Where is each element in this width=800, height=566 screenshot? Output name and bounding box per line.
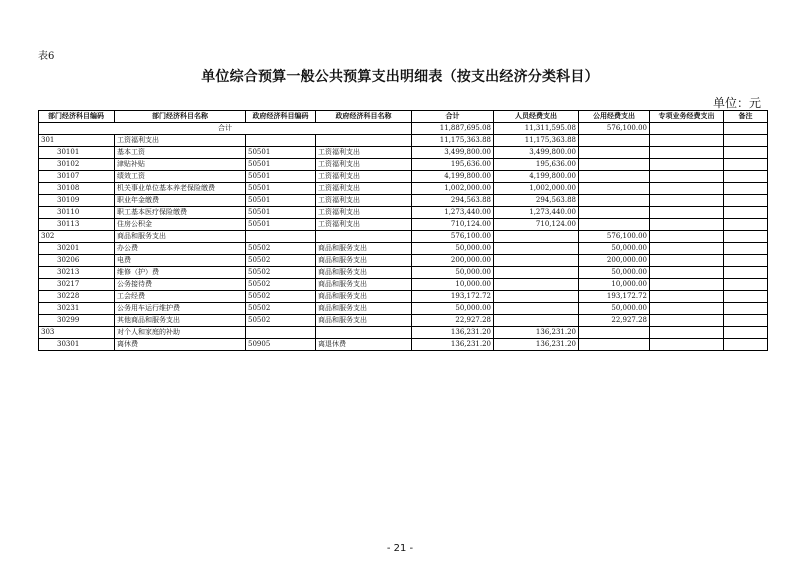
gov-name-cell [316, 327, 412, 339]
dept-code-cell: 30102 [39, 159, 115, 171]
gov-code-cell: 50501 [246, 171, 316, 183]
personnel-cell: 294,563.88 [494, 195, 579, 207]
total-personnel: 11,311,595.08 [494, 123, 579, 135]
dept-name-cell: 津贴补贴 [115, 159, 246, 171]
remark-cell [724, 171, 768, 183]
col-header-gov-name: 政府经济科目名称 [316, 111, 412, 123]
gov-code-cell [246, 327, 316, 339]
gov-name-cell: 工资福利支出 [316, 171, 412, 183]
dept-name-cell: 维修（护）费 [115, 267, 246, 279]
col-header-remark: 备注 [724, 111, 768, 123]
public-cell [579, 339, 650, 351]
dept-name-cell: 基本工资 [115, 147, 246, 159]
personnel-cell [494, 315, 579, 327]
gov-name-cell: 商品和服务支出 [316, 303, 412, 315]
gov-name-cell: 工资福利支出 [316, 147, 412, 159]
gov-name-cell: 商品和服务支出 [316, 267, 412, 279]
special-cell [650, 267, 724, 279]
gov-name-cell: 商品和服务支出 [316, 279, 412, 291]
personnel-cell [494, 231, 579, 243]
total-row [39, 123, 768, 135]
gov-name-cell: 工资福利支出 [316, 207, 412, 219]
gov-name-cell: 商品和服务支出 [316, 255, 412, 267]
special-cell [650, 231, 724, 243]
total-cell: 3,499,800.00 [412, 147, 494, 159]
special-cell [650, 195, 724, 207]
special-cell [650, 135, 724, 147]
personnel-cell: 136,231.20 [494, 327, 579, 339]
dept-code-cell: 30110 [39, 207, 115, 219]
special-cell [650, 159, 724, 171]
personnel-cell [494, 267, 579, 279]
remark-cell [724, 207, 768, 219]
dept-code-cell: 30201 [39, 243, 115, 255]
special-cell [650, 147, 724, 159]
gov-name-cell: 工资福利支出 [316, 195, 412, 207]
total-cell: 576,100.00 [412, 231, 494, 243]
total-cell: 22,927.28 [412, 315, 494, 327]
dept-name-cell: 电费 [115, 255, 246, 267]
gov-code-cell: 50502 [246, 267, 316, 279]
public-cell [579, 135, 650, 147]
page-title: 单位综合预算一般公共预算支出明细表（按支出经济分类科目） [201, 69, 599, 85]
public-cell: 22,927.28 [579, 315, 650, 327]
special-cell [650, 303, 724, 315]
public-cell [579, 171, 650, 183]
gov-code-cell: 50501 [246, 195, 316, 207]
gov-code-cell: 50501 [246, 159, 316, 171]
special-cell [650, 183, 724, 195]
remark-cell [724, 147, 768, 159]
special-cell [650, 243, 724, 255]
total-remark [724, 123, 768, 135]
personnel-cell [494, 291, 579, 303]
gov-code-cell: 50502 [246, 315, 316, 327]
gov-code-cell: 50502 [246, 243, 316, 255]
remark-cell [724, 303, 768, 315]
table-row [39, 243, 768, 255]
dept-code-cell: 30109 [39, 195, 115, 207]
remark-cell [724, 315, 768, 327]
remark-cell [724, 279, 768, 291]
dept-code-cell: 302 [39, 231, 115, 243]
table-row [39, 255, 768, 267]
dept-name-cell: 绩效工资 [115, 171, 246, 183]
budget-table [38, 110, 768, 351]
gov-name-cell: 商品和服务支出 [316, 315, 412, 327]
public-cell [579, 195, 650, 207]
table-row [39, 231, 768, 243]
public-cell: 576,100.00 [579, 231, 650, 243]
remark-cell [724, 243, 768, 255]
personnel-cell [494, 279, 579, 291]
total-public: 576,100.00 [579, 123, 650, 135]
personnel-cell: 3,499,800.00 [494, 147, 579, 159]
remark-cell [724, 327, 768, 339]
dept-code-cell: 30299 [39, 315, 115, 327]
personnel-cell: 136,231.20 [494, 339, 579, 351]
special-cell [650, 255, 724, 267]
gov-code-cell: 50502 [246, 255, 316, 267]
remark-cell [724, 195, 768, 207]
table-row [39, 315, 768, 327]
total-cell: 50,000.00 [412, 243, 494, 255]
gov-name-cell: 商品和服务支出 [316, 243, 412, 255]
unit-label: 单位：元 [712, 96, 761, 110]
public-cell: 10,000.00 [579, 279, 650, 291]
gov-name-cell: 商品和服务支出 [316, 291, 412, 303]
total-cell: 1,002,000.00 [412, 183, 494, 195]
dept-code-cell: 30213 [39, 267, 115, 279]
col-header-special: 专项业务经费支出 [650, 111, 724, 123]
special-cell [650, 291, 724, 303]
gov-code-cell: 50501 [246, 219, 316, 231]
table-row [39, 339, 768, 351]
total-cell: 200,000.00 [412, 255, 494, 267]
dept-name-cell: 公务接待费 [115, 279, 246, 291]
dept-code-cell: 30228 [39, 291, 115, 303]
personnel-cell: 195,636.00 [494, 159, 579, 171]
dept-name-cell: 职工基本医疗保险缴费 [115, 207, 246, 219]
special-cell [650, 207, 724, 219]
gov-name-cell: 工资福利支出 [316, 183, 412, 195]
special-cell [650, 279, 724, 291]
gov-name-cell: 工资福利支出 [316, 219, 412, 231]
remark-cell [724, 159, 768, 171]
special-cell [650, 327, 724, 339]
dept-code-cell: 30101 [39, 147, 115, 159]
gov-code-cell [246, 231, 316, 243]
personnel-cell: 11,175,363.88 [494, 135, 579, 147]
gov-code-cell: 50502 [246, 279, 316, 291]
public-cell [579, 147, 650, 159]
dept-code-cell: 30301 [39, 339, 115, 351]
col-header-total: 合计 [412, 111, 494, 123]
table-row [39, 327, 768, 339]
total-cell: 11,175,363.88 [412, 135, 494, 147]
dept-code-cell: 30113 [39, 219, 115, 231]
table-row [39, 171, 768, 183]
public-cell: 50,000.00 [579, 267, 650, 279]
table-row [39, 267, 768, 279]
public-cell: 50,000.00 [579, 303, 650, 315]
special-cell [650, 315, 724, 327]
remark-cell [724, 231, 768, 243]
table-row [39, 207, 768, 219]
dept-name-cell: 工会经费 [115, 291, 246, 303]
total-cell: 710,124.00 [412, 219, 494, 231]
col-header-dept-code: 部门经济科目编码 [39, 111, 115, 123]
special-cell [650, 339, 724, 351]
public-cell: 193,172.72 [579, 291, 650, 303]
total-label: 合计 [39, 123, 412, 135]
personnel-cell: 1,273,440.00 [494, 207, 579, 219]
gov-code-cell [246, 135, 316, 147]
personnel-cell [494, 243, 579, 255]
remark-cell [724, 255, 768, 267]
table-row [39, 159, 768, 171]
gov-code-cell: 50502 [246, 303, 316, 315]
public-cell: 50,000.00 [579, 243, 650, 255]
page-number: - 21 - [386, 543, 414, 554]
dept-code-cell: 301 [39, 135, 115, 147]
total-amount: 11,887,695.08 [412, 123, 494, 135]
gov-name-cell [316, 135, 412, 147]
dept-code-cell: 30206 [39, 255, 115, 267]
col-header-personnel: 人员经费支出 [494, 111, 579, 123]
personnel-cell: 4,199,800.00 [494, 171, 579, 183]
table-row [39, 195, 768, 207]
dept-code-cell: 30107 [39, 171, 115, 183]
table-row [39, 303, 768, 315]
special-cell [650, 219, 724, 231]
table-row [39, 279, 768, 291]
remark-cell [724, 219, 768, 231]
dept-name-cell: 商品和服务支出 [115, 231, 246, 243]
gov-name-cell: 工资福利支出 [316, 159, 412, 171]
total-cell: 136,231.20 [412, 327, 494, 339]
dept-name-cell: 其他商品和服务支出 [115, 315, 246, 327]
dept-code-cell: 30108 [39, 183, 115, 195]
sheet-label: 表6 [38, 51, 55, 62]
personnel-cell: 710,124.00 [494, 219, 579, 231]
remark-cell [724, 135, 768, 147]
public-cell [579, 207, 650, 219]
remark-cell [724, 183, 768, 195]
dept-name-cell: 离休费 [115, 339, 246, 351]
public-cell [579, 183, 650, 195]
total-cell: 10,000.00 [412, 279, 494, 291]
remark-cell [724, 291, 768, 303]
dept-code-cell: 303 [39, 327, 115, 339]
remark-cell [724, 339, 768, 351]
personnel-cell [494, 303, 579, 315]
total-cell: 136,231.20 [412, 339, 494, 351]
dept-name-cell: 公务用车运行维护费 [115, 303, 246, 315]
special-cell [650, 171, 724, 183]
total-cell: 50,000.00 [412, 267, 494, 279]
total-cell: 4,199,800.00 [412, 171, 494, 183]
dept-name-cell: 对个人和家庭的补助 [115, 327, 246, 339]
table-row [39, 219, 768, 231]
public-cell: 200,000.00 [579, 255, 650, 267]
personnel-cell [494, 255, 579, 267]
gov-code-cell: 50502 [246, 291, 316, 303]
dept-name-cell: 机关事业单位基本养老保险缴费 [115, 183, 246, 195]
public-cell [579, 327, 650, 339]
total-cell: 1,273,440.00 [412, 207, 494, 219]
dept-name-cell: 职业年金缴费 [115, 195, 246, 207]
total-cell: 50,000.00 [412, 303, 494, 315]
gov-code-cell: 50905 [246, 339, 316, 351]
personnel-cell: 1,002,000.00 [494, 183, 579, 195]
gov-code-cell: 50501 [246, 147, 316, 159]
dept-code-cell: 30217 [39, 279, 115, 291]
col-header-gov-code: 政府经济科目编码 [246, 111, 316, 123]
col-header-public: 公用经费支出 [579, 111, 650, 123]
gov-name-cell: 离退休费 [316, 339, 412, 351]
col-header-dept-name: 部门经济科目名称 [115, 111, 246, 123]
table-row [39, 135, 768, 147]
table-header-row [39, 111, 768, 123]
remark-cell [724, 267, 768, 279]
total-cell: 294,563.88 [412, 195, 494, 207]
table-row [39, 183, 768, 195]
dept-code-cell: 30231 [39, 303, 115, 315]
total-cell: 193,172.72 [412, 291, 494, 303]
total-cell: 195,636.00 [412, 159, 494, 171]
table-row [39, 291, 768, 303]
gov-code-cell: 50501 [246, 183, 316, 195]
public-cell [579, 219, 650, 231]
total-special [650, 123, 724, 135]
gov-name-cell [316, 231, 412, 243]
public-cell [579, 159, 650, 171]
gov-code-cell: 50501 [246, 207, 316, 219]
dept-name-cell: 住房公积金 [115, 219, 246, 231]
dept-name-cell: 工资福利支出 [115, 135, 246, 147]
dept-name-cell: 办公费 [115, 243, 246, 255]
table-row [39, 147, 768, 159]
